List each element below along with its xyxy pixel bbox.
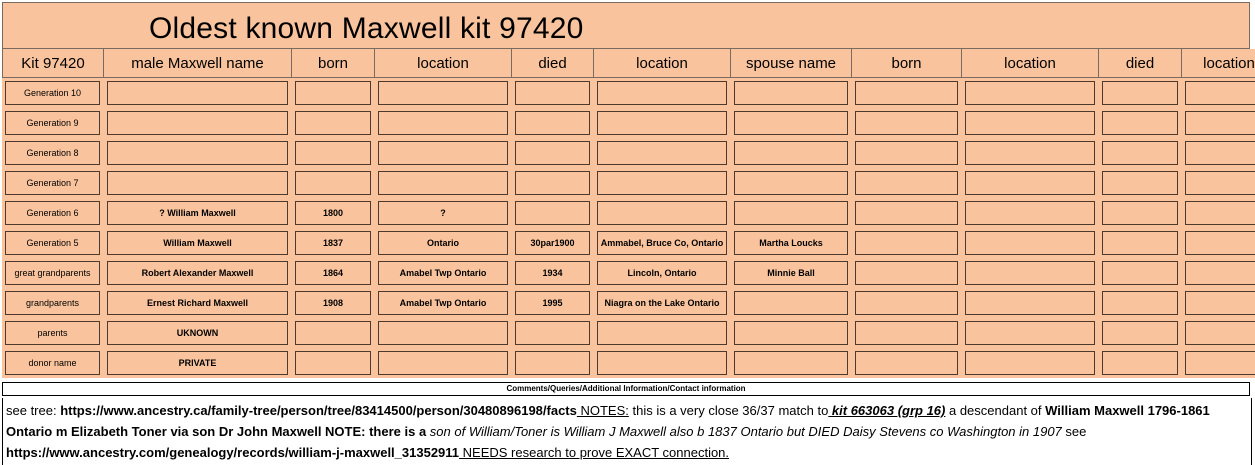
table-cell[interactable] bbox=[375, 228, 512, 258]
cell-value bbox=[855, 111, 958, 135]
cell-value bbox=[1185, 171, 1255, 195]
header-location: location bbox=[594, 49, 731, 78]
notes-text bbox=[2, 398, 1252, 465]
table-cell[interactable] bbox=[1182, 228, 1255, 258]
cell-value bbox=[107, 141, 288, 165]
table-cell[interactable] bbox=[852, 318, 962, 348]
cell-value: Amabel Twp Ontario bbox=[378, 291, 508, 315]
table-row bbox=[2, 258, 1255, 288]
table-cell[interactable] bbox=[1182, 288, 1255, 318]
row-label-cell bbox=[2, 168, 104, 198]
table-cell[interactable] bbox=[104, 198, 292, 228]
table-cell[interactable] bbox=[512, 348, 594, 378]
table-cell[interactable] bbox=[594, 198, 731, 228]
cell-value bbox=[965, 351, 1095, 375]
cell-value bbox=[378, 321, 508, 345]
cell-value bbox=[515, 141, 590, 165]
table-cell[interactable] bbox=[731, 198, 852, 228]
row-label-cell bbox=[2, 288, 104, 318]
cell-value bbox=[515, 81, 590, 105]
table-cell[interactable] bbox=[512, 138, 594, 168]
table-cell[interactable] bbox=[962, 228, 1099, 258]
table-cell[interactable] bbox=[375, 198, 512, 228]
table-row bbox=[2, 318, 1255, 348]
cell-value bbox=[1185, 231, 1255, 255]
table-cell[interactable] bbox=[104, 168, 292, 198]
cell-value bbox=[855, 291, 958, 315]
cell-value: William Maxwell bbox=[107, 231, 288, 255]
header-row bbox=[2, 49, 1255, 78]
header-spouse-location: location bbox=[962, 49, 1099, 78]
cell-value bbox=[855, 141, 958, 165]
header-died: died bbox=[512, 49, 594, 78]
cell-value bbox=[855, 171, 958, 195]
row-label-cell bbox=[2, 228, 104, 258]
notes-descendant: a descendant of bbox=[945, 403, 1046, 418]
table-cell[interactable] bbox=[852, 108, 962, 138]
table-cell[interactable] bbox=[375, 108, 512, 138]
notes-alternate: son of William/Toner is William J Maxwell also b 1837 Ontario but DIED Daisy Stevens co Washington in 1907 bbox=[426, 424, 1062, 439]
table-cell[interactable] bbox=[375, 78, 512, 108]
cell-value bbox=[965, 81, 1095, 105]
cell-value bbox=[295, 81, 371, 105]
table-cell[interactable] bbox=[1099, 288, 1182, 318]
table-cell[interactable] bbox=[512, 78, 594, 108]
table-row bbox=[2, 288, 1255, 318]
cell-value bbox=[965, 141, 1095, 165]
table-cell[interactable] bbox=[292, 348, 375, 378]
row-label: Generation 8 bbox=[5, 141, 100, 165]
cell-value bbox=[378, 171, 508, 195]
cell-value: 1800 bbox=[295, 201, 371, 225]
cell-value: 30par1900 bbox=[515, 231, 590, 255]
cell-value bbox=[107, 81, 288, 105]
kit-reference: kit 663063 (grp 16) bbox=[828, 403, 946, 418]
table-cell[interactable] bbox=[962, 318, 1099, 348]
table-cell[interactable] bbox=[731, 78, 852, 108]
table-cell[interactable] bbox=[731, 258, 852, 288]
cell-value bbox=[1102, 351, 1178, 375]
header-spouse-died: died bbox=[1099, 49, 1182, 78]
cell-value bbox=[295, 141, 371, 165]
table-cell[interactable] bbox=[594, 258, 731, 288]
cell-value bbox=[597, 141, 727, 165]
table-cell[interactable] bbox=[512, 168, 594, 198]
cell-value bbox=[734, 81, 848, 105]
table-cell[interactable] bbox=[292, 318, 375, 348]
table-cell[interactable] bbox=[512, 258, 594, 288]
table-cell[interactable] bbox=[962, 78, 1099, 108]
header-location: location bbox=[375, 49, 512, 78]
table-cell[interactable] bbox=[594, 348, 731, 378]
table-cell[interactable] bbox=[852, 168, 962, 198]
cell-value bbox=[1102, 111, 1178, 135]
cell-value bbox=[1185, 201, 1255, 225]
cell-value bbox=[515, 351, 590, 375]
cell-value bbox=[1185, 81, 1255, 105]
cell-value bbox=[295, 111, 371, 135]
notes-label: NOTES: bbox=[576, 403, 629, 418]
table-row bbox=[2, 198, 1255, 228]
cell-value bbox=[515, 321, 590, 345]
cell-value: 1837 bbox=[295, 231, 371, 255]
table-cell[interactable] bbox=[104, 288, 292, 318]
cell-value: ? William Maxwell bbox=[107, 201, 288, 225]
table-cell[interactable] bbox=[594, 168, 731, 198]
table-cell[interactable] bbox=[375, 168, 512, 198]
cell-value: ? bbox=[378, 201, 508, 225]
table-cell[interactable] bbox=[375, 258, 512, 288]
cell-value bbox=[597, 201, 727, 225]
table-cell[interactable] bbox=[375, 138, 512, 168]
cell-value bbox=[965, 291, 1095, 315]
lineage-table bbox=[2, 49, 1255, 378]
table-cell[interactable] bbox=[1182, 198, 1255, 228]
cell-value bbox=[597, 351, 727, 375]
cell-value bbox=[515, 201, 590, 225]
table-cell[interactable] bbox=[104, 318, 292, 348]
cell-value bbox=[855, 321, 958, 345]
cell-value: Minnie Ball bbox=[734, 261, 848, 285]
notes-research: NEEDS research to prove EXACT connection. bbox=[459, 445, 730, 460]
table-cell[interactable] bbox=[1182, 168, 1255, 198]
cell-value bbox=[1102, 291, 1178, 315]
table-cell[interactable] bbox=[731, 228, 852, 258]
table-cell[interactable] bbox=[1099, 348, 1182, 378]
cell-value bbox=[855, 81, 958, 105]
table-cell[interactable] bbox=[731, 108, 852, 138]
cell-value bbox=[1102, 321, 1178, 345]
header-kit: Kit 97420 bbox=[2, 49, 104, 78]
table-cell[interactable] bbox=[104, 228, 292, 258]
row-label-cell bbox=[2, 318, 104, 348]
cell-value bbox=[378, 351, 508, 375]
table-cell[interactable] bbox=[852, 288, 962, 318]
row-label: Generation 7 bbox=[5, 171, 100, 195]
row-label-cell bbox=[2, 78, 104, 108]
header-spouse-born: born bbox=[852, 49, 962, 78]
cell-value bbox=[734, 321, 848, 345]
records-link[interactable]: https://www.ancestry.com/genealogy/records/william-j-maxwell_31352911 bbox=[6, 445, 460, 460]
row-label: Generation 5 bbox=[5, 231, 100, 255]
table-cell[interactable] bbox=[1182, 78, 1255, 108]
notes-ancestor: William Maxwell 1796-1861 Ontario m Elizabeth Toner via son Dr John Maxwell NOTE: there is a bbox=[6, 403, 1210, 439]
row-label-cell bbox=[2, 258, 104, 288]
cell-value bbox=[1102, 81, 1178, 105]
table-cell[interactable] bbox=[1099, 318, 1182, 348]
row-label: great grandparents bbox=[5, 261, 100, 285]
table-cell[interactable] bbox=[594, 228, 731, 258]
table-cell[interactable] bbox=[962, 108, 1099, 138]
header-spouse-death-location: location bbox=[1182, 49, 1255, 78]
table-cell[interactable] bbox=[1099, 168, 1182, 198]
cell-value bbox=[734, 201, 848, 225]
row-label: parents bbox=[5, 321, 100, 345]
table-cell[interactable] bbox=[731, 288, 852, 318]
cell-value bbox=[597, 111, 727, 135]
header-spouse-name: spouse name bbox=[731, 49, 852, 78]
table-cell[interactable] bbox=[594, 138, 731, 168]
table-cell[interactable] bbox=[292, 198, 375, 228]
cell-value bbox=[378, 141, 508, 165]
cell-value: Niagra on the Lake Ontario bbox=[597, 291, 727, 315]
cell-value bbox=[515, 111, 590, 135]
table-cell[interactable] bbox=[292, 108, 375, 138]
notes-see: see bbox=[1061, 424, 1087, 439]
table-cell[interactable] bbox=[292, 228, 375, 258]
table-cell[interactable] bbox=[104, 108, 292, 138]
cell-value bbox=[107, 171, 288, 195]
cell-value bbox=[855, 201, 958, 225]
cell-value: UKNOWN bbox=[107, 321, 288, 345]
cell-value bbox=[1102, 201, 1178, 225]
table-row bbox=[2, 138, 1255, 168]
table-cell[interactable] bbox=[104, 138, 292, 168]
cell-value bbox=[1185, 351, 1255, 375]
cell-value bbox=[965, 261, 1095, 285]
table-cell[interactable] bbox=[292, 288, 375, 318]
table-cell[interactable] bbox=[594, 78, 731, 108]
row-label: Generation 6 bbox=[5, 201, 100, 225]
cell-value bbox=[597, 321, 727, 345]
table-cell[interactable] bbox=[104, 258, 292, 288]
row-label-cell bbox=[2, 348, 104, 378]
row-label: donor name bbox=[5, 351, 100, 375]
table-row bbox=[2, 228, 1255, 258]
table-cell[interactable] bbox=[731, 348, 852, 378]
title-bar bbox=[2, 2, 1250, 49]
table-cell[interactable] bbox=[104, 348, 292, 378]
cell-value bbox=[965, 201, 1095, 225]
cell-value bbox=[1185, 141, 1255, 165]
table-cell[interactable] bbox=[375, 288, 512, 318]
table-cell[interactable] bbox=[731, 138, 852, 168]
table-cell[interactable] bbox=[375, 318, 512, 348]
cell-value bbox=[515, 171, 590, 195]
table-cell[interactable] bbox=[852, 228, 962, 258]
table-cell[interactable] bbox=[962, 348, 1099, 378]
cell-value bbox=[1185, 111, 1255, 135]
table-cell[interactable] bbox=[512, 228, 594, 258]
cell-value bbox=[378, 111, 508, 135]
cell-value bbox=[734, 291, 848, 315]
table-cell[interactable] bbox=[512, 318, 594, 348]
cell-value: Amabel Twp Ontario bbox=[378, 261, 508, 285]
cell-value bbox=[965, 321, 1095, 345]
table-cell[interactable] bbox=[852, 138, 962, 168]
cell-value: Robert Alexander Maxwell bbox=[107, 261, 288, 285]
table-cell[interactable] bbox=[852, 78, 962, 108]
row-label: Generation 9 bbox=[5, 111, 100, 135]
row-label: Generation 10 bbox=[5, 81, 100, 105]
cell-value bbox=[734, 141, 848, 165]
table-cell[interactable] bbox=[962, 168, 1099, 198]
table-cell[interactable] bbox=[852, 258, 962, 288]
cell-value bbox=[734, 111, 848, 135]
table-row bbox=[2, 168, 1255, 198]
table-cell[interactable] bbox=[1182, 138, 1255, 168]
cell-value bbox=[1102, 261, 1178, 285]
table-cell[interactable] bbox=[375, 348, 512, 378]
cell-value bbox=[855, 261, 958, 285]
table-cell[interactable] bbox=[1099, 258, 1182, 288]
cell-value bbox=[1185, 321, 1255, 345]
table-cell[interactable] bbox=[594, 288, 731, 318]
header-born: born bbox=[292, 49, 375, 78]
table-cell[interactable] bbox=[731, 318, 852, 348]
table-cell[interactable] bbox=[594, 108, 731, 138]
table-cell[interactable] bbox=[292, 168, 375, 198]
table-cell[interactable] bbox=[104, 78, 292, 108]
table-cell[interactable] bbox=[292, 78, 375, 108]
table-cell[interactable] bbox=[512, 198, 594, 228]
table-cell[interactable] bbox=[512, 108, 594, 138]
row-label-cell bbox=[2, 198, 104, 228]
table-cell[interactable] bbox=[962, 138, 1099, 168]
table-cell[interactable] bbox=[731, 168, 852, 198]
tree-link[interactable]: https://www.ancestry.ca/family-tree/person/tree/83414500/person/30480896198/facts bbox=[60, 403, 577, 418]
row-label-cell bbox=[2, 108, 104, 138]
table-cell[interactable] bbox=[512, 288, 594, 318]
cell-value bbox=[965, 231, 1095, 255]
sheet-title: Oldest known Maxwell kit 97420 bbox=[149, 12, 584, 45]
table-cell[interactable] bbox=[1182, 348, 1255, 378]
comments-header: Comments/Queries/Additional Information/Contact information bbox=[2, 382, 1250, 396]
cell-value: 1908 bbox=[295, 291, 371, 315]
cell-value bbox=[734, 171, 848, 195]
cell-value bbox=[1102, 141, 1178, 165]
cell-value bbox=[855, 231, 958, 255]
table-cell[interactable] bbox=[1099, 78, 1182, 108]
cell-value bbox=[965, 171, 1095, 195]
cell-value bbox=[295, 351, 371, 375]
cell-value bbox=[1185, 291, 1255, 315]
table-cell[interactable] bbox=[1182, 318, 1255, 348]
cell-value: Lincoln, Ontario bbox=[597, 261, 727, 285]
cell-value bbox=[965, 111, 1095, 135]
table-row bbox=[2, 108, 1255, 138]
row-label-cell bbox=[2, 138, 104, 168]
table-cell[interactable] bbox=[594, 318, 731, 348]
cell-value: Ammabel, Bruce Co, Ontario bbox=[597, 231, 727, 255]
cell-value bbox=[597, 171, 727, 195]
cell-value: 1995 bbox=[515, 291, 590, 315]
cell-value: 1934 bbox=[515, 261, 590, 285]
table-cell[interactable] bbox=[852, 198, 962, 228]
table-row bbox=[2, 348, 1255, 378]
cell-value bbox=[107, 111, 288, 135]
cell-value: Martha Loucks bbox=[734, 231, 848, 255]
table-cell[interactable] bbox=[962, 288, 1099, 318]
table-cell[interactable] bbox=[852, 348, 962, 378]
table-cell[interactable] bbox=[292, 138, 375, 168]
table-cell[interactable] bbox=[1182, 108, 1255, 138]
table-cell[interactable] bbox=[962, 198, 1099, 228]
table-cell[interactable] bbox=[1099, 108, 1182, 138]
header-male-name: male Maxwell name bbox=[104, 49, 292, 78]
cell-value bbox=[295, 171, 371, 195]
cell-value bbox=[597, 81, 727, 105]
cell-value bbox=[1102, 171, 1178, 195]
cell-value bbox=[1102, 231, 1178, 255]
table-cell[interactable] bbox=[1099, 138, 1182, 168]
table-cell[interactable] bbox=[292, 258, 375, 288]
cell-value: PRIVATE bbox=[107, 351, 288, 375]
table-cell[interactable] bbox=[1099, 198, 1182, 228]
table-cell[interactable] bbox=[1182, 258, 1255, 288]
cell-value: Ontario bbox=[378, 231, 508, 255]
cell-value bbox=[1185, 261, 1255, 285]
cell-value bbox=[734, 351, 848, 375]
cell-value bbox=[855, 351, 958, 375]
table-row bbox=[2, 78, 1255, 108]
table-cell[interactable] bbox=[962, 258, 1099, 288]
cell-value bbox=[295, 321, 371, 345]
cell-value bbox=[378, 81, 508, 105]
table-cell[interactable] bbox=[1099, 228, 1182, 258]
row-label: grandparents bbox=[5, 291, 100, 315]
notes-intro: see tree: bbox=[6, 403, 61, 418]
cell-value: 1864 bbox=[295, 261, 371, 285]
notes-match: this is a very close 36/37 match to bbox=[628, 403, 829, 418]
cell-value: Ernest Richard Maxwell bbox=[107, 291, 288, 315]
